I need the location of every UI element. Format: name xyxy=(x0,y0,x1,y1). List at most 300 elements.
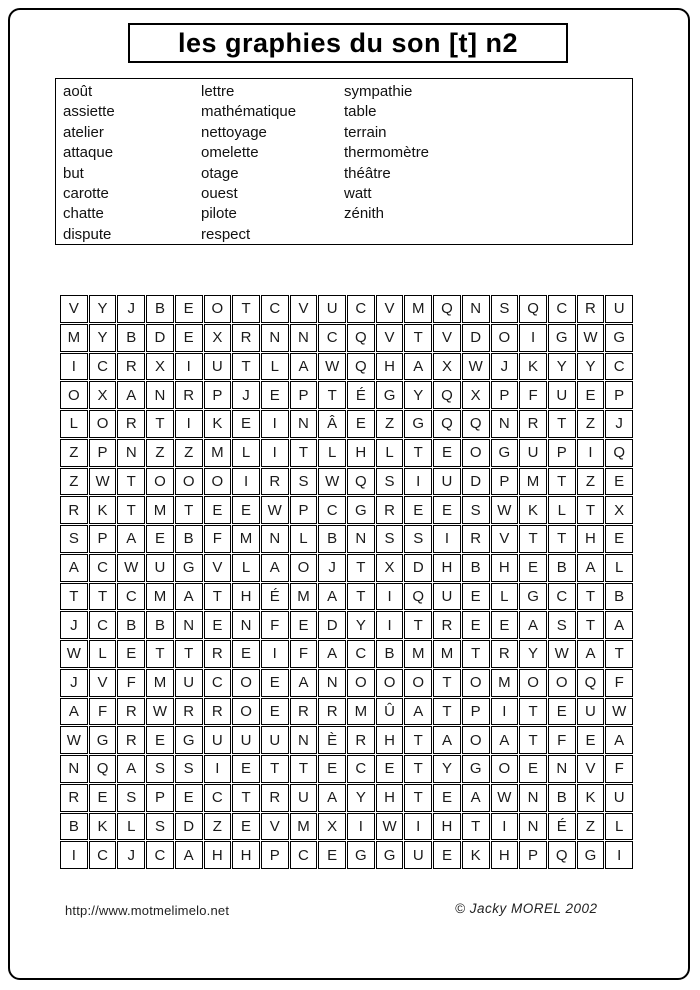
grid-cell: E xyxy=(433,496,461,524)
grid-cell: F xyxy=(261,611,289,639)
grid-cell: W xyxy=(491,784,519,812)
word-list-item: attaque xyxy=(63,144,114,162)
grid-cell: A xyxy=(175,841,203,869)
grid-cell: Q xyxy=(433,295,461,323)
grid-cell: P xyxy=(204,381,232,409)
grid-cell: A xyxy=(318,784,346,812)
word-list-item: atelier xyxy=(63,123,104,141)
grid-cell: Y xyxy=(347,611,375,639)
grid-cell: E xyxy=(548,698,576,726)
grid-cell: Â xyxy=(318,410,346,438)
grid-cell: A xyxy=(261,554,289,582)
grid-cell: M xyxy=(404,295,432,323)
grid-cell: E xyxy=(261,698,289,726)
grid-cell: I xyxy=(605,841,633,869)
grid-cell: X xyxy=(605,496,633,524)
grid-cell: G xyxy=(376,381,404,409)
grid-cell: Q xyxy=(548,841,576,869)
grid-cell: T xyxy=(404,726,432,754)
grid-cell: U xyxy=(290,784,318,812)
grid-cell: E xyxy=(318,841,346,869)
grid-cell: Y xyxy=(404,381,432,409)
grid-cell: Y xyxy=(89,324,117,352)
grid-cell: J xyxy=(60,611,88,639)
grid-cell: R xyxy=(232,324,260,352)
grid-cell: D xyxy=(462,468,490,496)
grid-cell: Q xyxy=(433,381,461,409)
grid-cell: M xyxy=(404,640,432,668)
grid-cell: P xyxy=(491,468,519,496)
grid-cell: M xyxy=(146,669,174,697)
word-list-item: lettre xyxy=(201,83,235,100)
grid-cell: E xyxy=(462,583,490,611)
word-list-item: mathématique xyxy=(201,103,297,121)
grid-cell: I xyxy=(261,439,289,467)
grid-cell: S xyxy=(117,784,145,812)
grid-cell: C xyxy=(347,640,375,668)
grid-cell: H xyxy=(376,726,404,754)
word-list-column-2 xyxy=(201,82,296,245)
grid-cell: T xyxy=(577,583,605,611)
grid-cell: P xyxy=(519,841,547,869)
grid-cell: M xyxy=(146,583,174,611)
grid-cell: J xyxy=(117,841,145,869)
grid-cell: Q xyxy=(605,439,633,467)
grid-cell: U xyxy=(433,468,461,496)
grid-cell: F xyxy=(548,726,576,754)
grid-cell: Y xyxy=(89,295,117,323)
grid-cell: S xyxy=(376,525,404,553)
grid-cell: P xyxy=(261,841,289,869)
grid-cell: O xyxy=(290,554,318,582)
grid-cell: I xyxy=(175,410,203,438)
grid-cell: N xyxy=(146,381,174,409)
grid-cell: T xyxy=(519,698,547,726)
grid-cell: M xyxy=(232,525,260,553)
grid-cell: Z xyxy=(204,813,232,841)
grid-cell: Y xyxy=(519,640,547,668)
grid-cell: A xyxy=(519,611,547,639)
grid-cell: Z xyxy=(60,468,88,496)
grid-cell: T xyxy=(404,755,432,783)
grid-cell: H xyxy=(347,439,375,467)
grid-cell: T xyxy=(462,813,490,841)
grid-cell: N xyxy=(290,726,318,754)
grid-cell: F xyxy=(117,669,145,697)
grid-cell: E xyxy=(605,468,633,496)
grid-cell: E xyxy=(462,611,490,639)
word-list-item: dispute xyxy=(63,225,112,243)
grid-cell: C xyxy=(347,755,375,783)
grid-cell: T xyxy=(290,439,318,467)
grid-cell: C xyxy=(548,583,576,611)
grid-cell: L xyxy=(60,410,88,438)
grid-cell: C xyxy=(146,841,174,869)
word-list-column-3 xyxy=(344,82,429,225)
grid-cell: O xyxy=(491,324,519,352)
grid-cell: M xyxy=(146,496,174,524)
grid-cell: E xyxy=(376,755,404,783)
grid-cell: T xyxy=(577,611,605,639)
grid-cell: U xyxy=(204,353,232,381)
word-list-item: otage xyxy=(201,164,239,182)
grid-cell: E xyxy=(232,496,260,524)
grid-cell: R xyxy=(433,611,461,639)
word-list-item: nettoyage xyxy=(201,123,267,141)
grid-cell: X xyxy=(146,353,174,381)
grid-cell: A xyxy=(577,554,605,582)
word-list-item: août xyxy=(63,83,93,100)
grid-cell: V xyxy=(60,295,88,323)
grid-cell: I xyxy=(519,324,547,352)
grid-cell: W xyxy=(376,813,404,841)
grid-cell: R xyxy=(60,784,88,812)
grid-cell: T xyxy=(117,496,145,524)
grid-cell: O xyxy=(89,410,117,438)
word-list-item: respect xyxy=(201,225,251,243)
grid-cell: T xyxy=(433,698,461,726)
word-list-item: but xyxy=(63,164,84,182)
grid-cell: X xyxy=(318,813,346,841)
grid-cell: T xyxy=(204,583,232,611)
grid-cell: A xyxy=(175,583,203,611)
grid-cell: P xyxy=(462,698,490,726)
grid-cell: N xyxy=(318,669,346,697)
grid-cell: U xyxy=(232,726,260,754)
grid-cell: E xyxy=(261,669,289,697)
grid-cell: B xyxy=(117,324,145,352)
grid-cell: D xyxy=(462,324,490,352)
grid-cell: R xyxy=(376,496,404,524)
grid-cell: Y xyxy=(347,784,375,812)
grid-cell: B xyxy=(117,611,145,639)
grid-cell: O xyxy=(175,468,203,496)
grid-cell: R xyxy=(261,468,289,496)
grid-cell: G xyxy=(175,726,203,754)
word-list-item: thermomètre xyxy=(344,144,430,162)
grid-cell: M xyxy=(519,468,547,496)
grid-cell: I xyxy=(60,841,88,869)
grid-cell: T xyxy=(175,640,203,668)
grid-cell: T xyxy=(60,583,88,611)
grid-cell: D xyxy=(146,324,174,352)
grid-cell: W xyxy=(261,496,289,524)
grid-cell: L xyxy=(491,583,519,611)
grid-cell: G xyxy=(347,496,375,524)
grid-cell: C xyxy=(204,784,232,812)
grid-cell: J xyxy=(491,353,519,381)
grid-cell: V xyxy=(577,755,605,783)
grid-cell: E xyxy=(175,295,203,323)
grid-cell: O xyxy=(204,468,232,496)
grid-cell: M xyxy=(433,640,461,668)
grid-cell: W xyxy=(605,698,633,726)
grid-cell: O xyxy=(376,669,404,697)
grid-cell: V xyxy=(491,525,519,553)
grid-cell: G xyxy=(376,841,404,869)
grid-cell: O xyxy=(462,669,490,697)
grid-cell: N xyxy=(347,525,375,553)
grid-cell: B xyxy=(548,784,576,812)
grid-cell: T xyxy=(232,353,260,381)
grid-cell: H xyxy=(232,841,260,869)
grid-cell: C xyxy=(89,611,117,639)
grid-cell: U xyxy=(519,439,547,467)
grid-cell: L xyxy=(89,640,117,668)
grid-cell: Z xyxy=(376,410,404,438)
grid-cell: I xyxy=(347,813,375,841)
grid-cell: N xyxy=(548,755,576,783)
grid-cell: A xyxy=(60,698,88,726)
grid-cell: T xyxy=(146,410,174,438)
grid-cell: U xyxy=(404,841,432,869)
title-box xyxy=(128,23,568,63)
grid-cell: T xyxy=(232,784,260,812)
grid-cell: T xyxy=(89,583,117,611)
grid-cell: N xyxy=(175,611,203,639)
grid-cell: N xyxy=(232,611,260,639)
grid-cell: E xyxy=(261,381,289,409)
grid-cell: F xyxy=(89,698,117,726)
grid-cell: I xyxy=(261,410,289,438)
grid-cell: B xyxy=(146,611,174,639)
grid-cell: E xyxy=(175,324,203,352)
grid-cell: R xyxy=(204,640,232,668)
grid-cell: T xyxy=(290,755,318,783)
grid-cell: I xyxy=(175,353,203,381)
grid-cell: E xyxy=(146,726,174,754)
grid-cell: I xyxy=(232,468,260,496)
grid-cell: T xyxy=(261,755,289,783)
grid-cell: A xyxy=(404,353,432,381)
grid-cell: T xyxy=(433,669,461,697)
grid-cell: S xyxy=(462,496,490,524)
grid-cell: E xyxy=(577,726,605,754)
grid-cell: W xyxy=(491,496,519,524)
grid-cell: Q xyxy=(433,410,461,438)
grid-cell: J xyxy=(232,381,260,409)
grid-cell: O xyxy=(232,698,260,726)
grid-cell: X xyxy=(89,381,117,409)
grid-cell: X xyxy=(376,554,404,582)
grid-cell: Z xyxy=(577,813,605,841)
grid-cell: P xyxy=(89,439,117,467)
grid-cell: O xyxy=(347,669,375,697)
grid-cell: E xyxy=(146,525,174,553)
grid-cell: M xyxy=(204,439,232,467)
grid-cell: E xyxy=(404,496,432,524)
grid-cell: É xyxy=(347,381,375,409)
word-list-item: terrain xyxy=(344,123,387,141)
grid-cell: S xyxy=(290,468,318,496)
grid-cell: H xyxy=(433,813,461,841)
grid-cell: T xyxy=(347,554,375,582)
grid-cell: Q xyxy=(347,468,375,496)
grid-cell: W xyxy=(89,468,117,496)
grid-cell: E xyxy=(290,611,318,639)
grid-cell: T xyxy=(519,726,547,754)
grid-cell: Z xyxy=(175,439,203,467)
word-list-item: assiette xyxy=(63,103,115,121)
grid-cell: E xyxy=(232,813,260,841)
grid-cell: C xyxy=(318,324,346,352)
grid-cell: P xyxy=(290,496,318,524)
grid-cell: Z xyxy=(577,410,605,438)
grid-cell: V xyxy=(204,554,232,582)
grid-cell: C xyxy=(89,353,117,381)
grid-cell: A xyxy=(117,755,145,783)
grid-cell: G xyxy=(491,439,519,467)
word-list-column-1 xyxy=(63,82,115,245)
grid-cell: M xyxy=(290,813,318,841)
grid-cell: É xyxy=(548,813,576,841)
grid-cell: T xyxy=(519,525,547,553)
grid-cell: Q xyxy=(404,583,432,611)
word-list-item: table xyxy=(344,103,377,121)
grid-cell: O xyxy=(404,669,432,697)
grid-cell: S xyxy=(491,295,519,323)
grid-cell: G xyxy=(347,841,375,869)
grid-cell: S xyxy=(548,611,576,639)
grid-cell: L xyxy=(261,353,289,381)
grid-cell: I xyxy=(577,439,605,467)
grid-cell: N xyxy=(491,410,519,438)
grid-cell: S xyxy=(146,813,174,841)
grid-cell: N xyxy=(519,784,547,812)
word-list-item: ouest xyxy=(201,185,238,203)
grid-cell: F xyxy=(605,755,633,783)
grid-cell: G xyxy=(175,554,203,582)
grid-cell: U xyxy=(548,381,576,409)
grid-cell: T xyxy=(404,439,432,467)
grid-cell: N xyxy=(117,439,145,467)
grid-cell: I xyxy=(60,353,88,381)
grid-cell: Y xyxy=(577,353,605,381)
grid-cell: E xyxy=(204,611,232,639)
grid-cell: G xyxy=(89,726,117,754)
word-list-item: chatte xyxy=(63,205,104,223)
grid-cell: L xyxy=(290,525,318,553)
grid-cell: W xyxy=(146,698,174,726)
grid-cell: P xyxy=(491,381,519,409)
grid-cell: O xyxy=(462,726,490,754)
grid-cell: E xyxy=(433,439,461,467)
word-list-item: zénith xyxy=(344,205,385,223)
grid-cell: R xyxy=(117,698,145,726)
grid-cell: U xyxy=(204,726,232,754)
grid-cell: N xyxy=(290,410,318,438)
grid-cell: E xyxy=(433,841,461,869)
grid-cell: E xyxy=(433,784,461,812)
grid-cell: B xyxy=(318,525,346,553)
grid-cell: O xyxy=(232,669,260,697)
grid-cell: N xyxy=(261,525,289,553)
grid-cell: H xyxy=(491,841,519,869)
grid-cell: X xyxy=(462,381,490,409)
grid-cell: E xyxy=(491,611,519,639)
grid-cell: L xyxy=(117,813,145,841)
grid-cell: C xyxy=(548,295,576,323)
grid-cell: O xyxy=(146,468,174,496)
grid-cell: G xyxy=(404,410,432,438)
grid-cell: E xyxy=(232,640,260,668)
grid-cell: H xyxy=(491,554,519,582)
grid-cell: R xyxy=(175,698,203,726)
grid-cell: R xyxy=(290,698,318,726)
grid-cell: P xyxy=(89,525,117,553)
grid-cell: E xyxy=(117,640,145,668)
grid-cell: W xyxy=(462,353,490,381)
grid-cell: V xyxy=(376,324,404,352)
grid-cell: L xyxy=(232,554,260,582)
grid-cell: A xyxy=(290,669,318,697)
grid-cell: M xyxy=(347,698,375,726)
grid-cell: K xyxy=(577,784,605,812)
grid-cell: S xyxy=(60,525,88,553)
grid-cell: S xyxy=(146,755,174,783)
grid-cell: U xyxy=(175,669,203,697)
grid-cell: C xyxy=(605,353,633,381)
grid-cell: T xyxy=(404,324,432,352)
grid-cell: A xyxy=(290,353,318,381)
grid-cell: T xyxy=(462,640,490,668)
grid-cell: F xyxy=(204,525,232,553)
grid-cell: B xyxy=(175,525,203,553)
grid-cell: B xyxy=(60,813,88,841)
grid-cell: T xyxy=(548,525,576,553)
grid-cell: I xyxy=(433,525,461,553)
grid-cell: H xyxy=(577,525,605,553)
grid-cell: V xyxy=(290,295,318,323)
grid-cell: R xyxy=(204,698,232,726)
grid-cell: J xyxy=(318,554,346,582)
grid-cell: X xyxy=(433,353,461,381)
grid-cell: A xyxy=(117,381,145,409)
grid-cell: F xyxy=(519,381,547,409)
grid-cell: V xyxy=(261,813,289,841)
grid-cell: O xyxy=(204,295,232,323)
grid-cell: K xyxy=(519,496,547,524)
grid-cell: I xyxy=(204,755,232,783)
grid-cell: U xyxy=(318,295,346,323)
grid-cell: A xyxy=(404,698,432,726)
grid-cell: C xyxy=(347,295,375,323)
grid-cell: O xyxy=(519,669,547,697)
grid-cell: N xyxy=(519,813,547,841)
grid-cell: C xyxy=(290,841,318,869)
grid-cell: Y xyxy=(548,353,576,381)
grid-cell: T xyxy=(232,295,260,323)
grid-cell: R xyxy=(577,295,605,323)
grid-cell: I xyxy=(491,698,519,726)
word-list-item: pilote xyxy=(201,205,237,223)
grid-cell: R xyxy=(117,726,145,754)
grid-cell: O xyxy=(462,439,490,467)
grid-cell: F xyxy=(290,640,318,668)
grid-cell: A xyxy=(491,726,519,754)
grid-cell: E xyxy=(89,784,117,812)
grid-cell: B xyxy=(146,295,174,323)
grid-cell: V xyxy=(89,669,117,697)
grid-cell: F xyxy=(605,669,633,697)
grid-cell: C xyxy=(261,295,289,323)
grid-cell: Y xyxy=(433,755,461,783)
grid-cell: R xyxy=(519,410,547,438)
grid-cell: J xyxy=(605,410,633,438)
grid-cell: L xyxy=(605,813,633,841)
grid-cell: W xyxy=(577,324,605,352)
grid-cell: R xyxy=(462,525,490,553)
